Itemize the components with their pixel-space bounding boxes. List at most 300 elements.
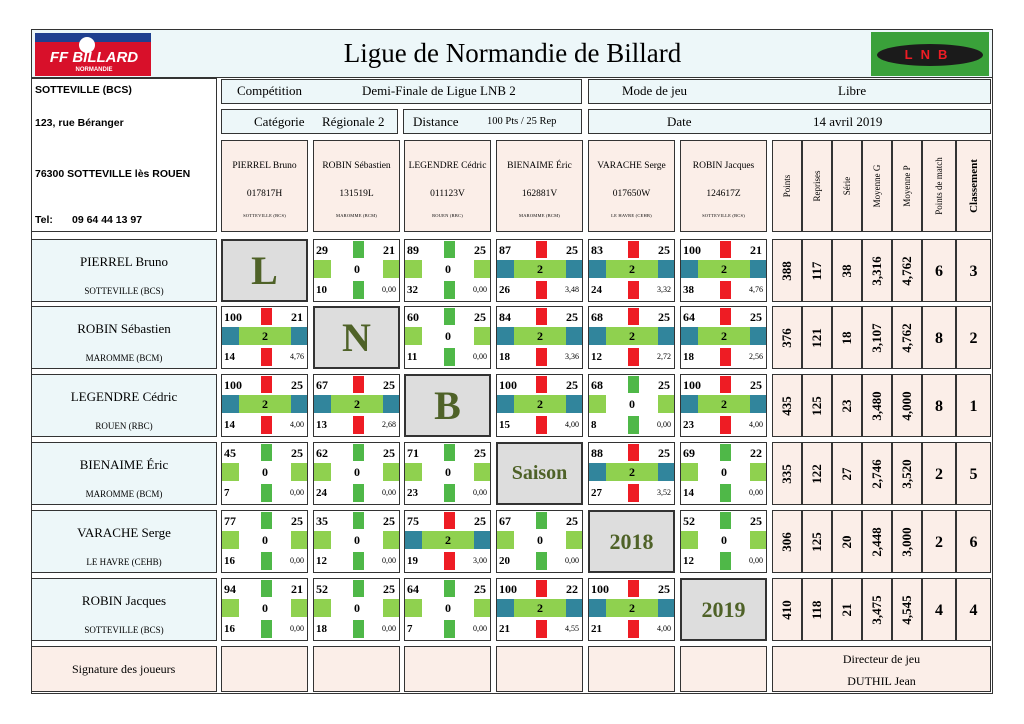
match-flag [444, 444, 455, 461]
match-moyenne: 0,00 [473, 624, 487, 633]
match-serie: 20 [499, 555, 510, 567]
match-reprises: 25 [658, 310, 670, 324]
col-header: ROBIN Sébastien 131519L MAROMME (BCM) [313, 140, 400, 232]
match-result: 2 [629, 601, 635, 615]
stat-value: 4,762 [899, 255, 914, 286]
match-result: 2 [262, 329, 268, 343]
player-cell [31, 239, 217, 302]
match-moyenne: 0,00 [749, 488, 763, 497]
stat-value: 3,107 [869, 322, 884, 353]
stat-value: 38 [839, 264, 854, 277]
match-flag [444, 484, 455, 502]
match-reprises: 25 [474, 310, 486, 324]
stat-value: 118 [809, 600, 824, 619]
stat-cell [892, 239, 922, 302]
match-reprises: 25 [291, 446, 303, 460]
directeur-name: DUTHIL Jean [847, 674, 916, 688]
player-name: PIERREL Bruno [80, 254, 168, 269]
match-reprises: 25 [566, 514, 578, 528]
stat-cell [802, 374, 832, 437]
match-flag [261, 552, 272, 570]
stat-header-classement: Classement [956, 140, 991, 232]
match-points: 100 [499, 582, 517, 596]
stat-cell [862, 306, 892, 369]
signature-box [313, 646, 400, 692]
match-moyenne: 2,72 [657, 352, 671, 361]
competition-label: Compétition [237, 83, 302, 98]
stat-value: 4,000 [899, 390, 914, 421]
match-flag [261, 308, 272, 325]
match-flag [353, 416, 364, 434]
club-city: 76300 SOTTEVILLE lès ROUEN [35, 168, 191, 180]
stat-cell [802, 442, 832, 505]
match-flag [444, 512, 455, 529]
stat-header-moyenne-p: Moyenne P [892, 140, 922, 232]
match-serie: 38 [683, 284, 694, 296]
stat-value: 20 [839, 535, 854, 548]
match-flag [261, 444, 272, 461]
player-cell [31, 442, 217, 505]
match-serie: 14 [683, 487, 694, 499]
player-cell [31, 374, 217, 437]
player-name: ROBIN Jacques [81, 593, 167, 608]
stat-value: 410 [779, 599, 794, 620]
match-serie: 18 [316, 623, 327, 635]
logo-subtext: NORMANDIE [75, 67, 113, 73]
match-moyenne: 0,00 [290, 488, 304, 497]
match-flag [353, 444, 364, 461]
match-moyenne: 4,00 [565, 420, 579, 429]
diagonal-cell: 2018 [588, 510, 675, 573]
match-serie: 18 [683, 351, 694, 363]
player-club: MAROMME (BCM) [85, 489, 163, 499]
player-cell [31, 578, 217, 641]
match-serie: 7 [224, 487, 230, 499]
stat-value: 121 [809, 327, 824, 348]
points-match: 8 [922, 374, 956, 437]
stat-cell [892, 374, 922, 437]
match-serie: 15 [499, 419, 510, 431]
signature-box [221, 646, 308, 692]
match-serie: 32 [407, 284, 418, 296]
match-flag [353, 281, 364, 299]
signature-box [680, 646, 767, 692]
match-result: 2 [537, 601, 543, 615]
stat-cell [862, 510, 892, 573]
signature-box [496, 646, 583, 692]
match-flag [353, 241, 364, 258]
match-reprises: 25 [750, 378, 762, 392]
match-flag [536, 512, 547, 529]
match-result: 2 [354, 397, 360, 411]
match-flag [353, 484, 364, 502]
match-flag [628, 281, 639, 299]
stat-value: 4,762 [899, 322, 914, 353]
stat-cell [772, 442, 802, 505]
signature-box [588, 646, 675, 692]
player-club: SOTTEVILLE (BCS) [84, 286, 164, 296]
match-points: 45 [224, 446, 236, 460]
match-flag [444, 281, 455, 299]
match-serie: 16 [224, 623, 235, 635]
match-serie: 26 [499, 284, 510, 296]
match-moyenne: 4,00 [749, 420, 763, 429]
match-flag [444, 348, 455, 366]
match-result: 2 [629, 329, 635, 343]
match-reprises: 25 [291, 514, 303, 528]
match-flag [353, 620, 364, 638]
stat-header-moyenne-g: Moyenne G [862, 140, 892, 232]
player-club: LE HAVRE (CEHB) [86, 557, 162, 567]
club-tel-label: Tel: [35, 214, 53, 226]
match-flag [720, 281, 731, 299]
match-flag [536, 348, 547, 366]
stat-cell [862, 442, 892, 505]
stat-value: 3,316 [869, 255, 884, 286]
player-name: BIENAIME Éric [79, 457, 169, 472]
match-serie: 16 [224, 555, 235, 567]
match-moyenne: 0,00 [290, 556, 304, 565]
stat-cell [772, 374, 802, 437]
match-result: 2 [721, 262, 727, 276]
stat-cell [832, 239, 862, 302]
stat-cell [802, 239, 832, 302]
match-points: 35 [316, 514, 328, 528]
match-points: 29 [316, 243, 328, 257]
match-points: 89 [407, 243, 419, 257]
match-flag [261, 484, 272, 502]
club-info-box [31, 78, 217, 232]
match-flag [720, 484, 731, 502]
match-moyenne: 4,00 [290, 420, 304, 429]
signature-box [404, 646, 491, 692]
categorie-value: Régionale 2 [322, 114, 385, 129]
match-moyenne: 0,00 [382, 488, 396, 497]
stat-value: 306 [779, 531, 794, 552]
stat-value: 4,545 [899, 594, 914, 625]
match-result: 0 [445, 329, 451, 343]
match-reprises: 25 [566, 243, 578, 257]
stat-header-points: Points [772, 140, 802, 232]
stat-cell [862, 578, 892, 641]
classement: 3 [956, 239, 991, 302]
stat-cell [892, 442, 922, 505]
match-moyenne: 0,00 [657, 420, 671, 429]
match-flag [720, 241, 731, 258]
stat-value: 3,000 [899, 526, 914, 557]
match-points: 87 [499, 243, 511, 257]
stat-cell [892, 510, 922, 573]
match-reprises: 25 [658, 446, 670, 460]
stat-value: 388 [779, 260, 794, 281]
match-result: 0 [721, 465, 727, 479]
match-reprises: 25 [474, 243, 486, 257]
stat-cell [802, 510, 832, 573]
stat-value: 376 [779, 327, 794, 348]
match-reprises: 25 [750, 514, 762, 528]
match-points: 64 [683, 310, 695, 324]
match-flag [720, 416, 731, 434]
match-flag [536, 308, 547, 325]
diagonal-cell: B [404, 374, 491, 437]
match-flag [720, 552, 731, 570]
match-reprises: 25 [566, 310, 578, 324]
stat-cell [832, 578, 862, 641]
signature-label: Signature des joueurs [72, 662, 176, 676]
match-serie: 24 [316, 487, 327, 499]
player-name: LEGENDRE Cédric [70, 389, 178, 404]
match-flag [720, 512, 731, 529]
stat-header-serie: Série [832, 140, 862, 232]
match-points: 62 [316, 446, 328, 460]
match-result: 2 [629, 465, 635, 479]
match-points: 67 [499, 514, 511, 528]
match-serie: 12 [591, 351, 602, 363]
match-result: 0 [445, 465, 451, 479]
player-name: ROBIN Sébastien [77, 321, 171, 336]
match-moyenne: 3,52 [657, 488, 671, 497]
match-reprises: 21 [383, 243, 395, 257]
match-flag [261, 348, 272, 366]
stat-value: 125 [809, 531, 824, 552]
match-result: 0 [354, 533, 360, 547]
match-flag [261, 620, 272, 638]
match-serie: 21 [499, 623, 510, 635]
match-moyenne: 4,00 [657, 624, 671, 633]
match-flag [628, 444, 639, 461]
match-flag [261, 376, 272, 393]
diagonal-cell: Saison [496, 442, 583, 505]
match-flag [720, 376, 731, 393]
stat-value: 3,520 [899, 458, 914, 489]
stat-cell [772, 578, 802, 641]
match-moyenne: 0,00 [565, 556, 579, 565]
player-club: ROUEN (RBC) [95, 421, 153, 431]
match-points: 94 [224, 582, 236, 596]
match-result: 0 [629, 397, 635, 411]
match-flag [720, 348, 731, 366]
match-moyenne: 0,00 [290, 624, 304, 633]
stat-value: 122 [809, 463, 824, 484]
match-result: 2 [537, 329, 543, 343]
match-reprises: 25 [658, 378, 670, 392]
match-flag [628, 620, 639, 638]
points-match: 6 [922, 239, 956, 302]
match-reprises: 25 [383, 446, 395, 460]
distance-value: 100 Pts / 25 Rep [487, 116, 557, 127]
col-header: PIERREL Bruno 017817H SOTTEVILLE (BCS) [221, 140, 308, 232]
match-points: 88 [591, 446, 603, 460]
stat-cell [802, 306, 832, 369]
match-serie: 23 [683, 419, 694, 431]
stat-value: 435 [779, 395, 794, 416]
stat-value: 23 [839, 399, 854, 412]
match-result: 0 [445, 262, 451, 276]
match-flag [628, 348, 639, 366]
match-points: 71 [407, 446, 419, 460]
col-header: BIENAIME Éric 162881V MAROMME (BCM) [496, 140, 583, 232]
page-title: Ligue de Normandie de Billard [343, 38, 682, 68]
match-reprises: 25 [474, 514, 486, 528]
stat-value: 27 [839, 467, 854, 480]
diagonal-cell: N [313, 306, 400, 369]
match-result: 2 [262, 397, 268, 411]
match-reprises: 22 [750, 446, 762, 460]
match-moyenne: 0,00 [382, 285, 396, 294]
player-cell [31, 510, 217, 573]
match-points: 100 [499, 378, 517, 392]
ffb-logo [35, 33, 151, 76]
player-name: VARACHE Serge [77, 525, 171, 540]
match-flag [536, 580, 547, 597]
categorie-label: Catégorie [254, 114, 305, 129]
match-flag [444, 580, 455, 597]
match-serie: 18 [499, 351, 510, 363]
stat-cell [862, 239, 892, 302]
match-serie: 14 [224, 351, 235, 363]
match-moyenne: 3,48 [565, 285, 579, 294]
stat-value: 3,480 [869, 390, 884, 421]
match-result: 0 [262, 601, 268, 615]
match-points: 84 [499, 310, 511, 324]
match-reprises: 21 [291, 310, 303, 324]
match-flag [720, 444, 731, 461]
col-header: ROBIN Jacques 124617Z SOTTEVILLE (BCS) [680, 140, 767, 232]
match-serie: 11 [407, 351, 418, 363]
stat-header-reprises: Reprises [802, 140, 832, 232]
match-result: 2 [721, 329, 727, 343]
match-points: 77 [224, 514, 236, 528]
match-moyenne: 0,00 [382, 556, 396, 565]
match-points: 100 [591, 582, 609, 596]
stat-cell [892, 306, 922, 369]
match-points: 75 [407, 514, 419, 528]
match-reprises: 25 [566, 378, 578, 392]
stat-value: 2,448 [869, 526, 884, 557]
match-points: 100 [683, 243, 701, 257]
match-moyenne: 0,00 [473, 488, 487, 497]
player-club: SOTTEVILLE (BCS) [84, 625, 164, 635]
match-flag [536, 620, 547, 638]
match-flag [444, 308, 455, 325]
match-flag [536, 281, 547, 299]
match-serie: 12 [683, 555, 694, 567]
match-serie: 23 [407, 487, 418, 499]
match-serie: 12 [316, 555, 327, 567]
match-reprises: 25 [383, 514, 395, 528]
match-flag [353, 552, 364, 570]
match-flag [628, 376, 639, 393]
logo-text: FF BILLARD [49, 49, 139, 66]
points-match: 4 [922, 578, 956, 641]
match-result: 0 [354, 262, 360, 276]
match-flag [353, 580, 364, 597]
match-points: 68 [591, 378, 603, 392]
match-serie: 21 [591, 623, 602, 635]
match-reprises: 25 [750, 310, 762, 324]
match-reprises: 21 [291, 582, 303, 596]
match-points: 52 [683, 514, 695, 528]
diagonal-cell: L [221, 239, 308, 302]
points-match: 2 [922, 442, 956, 505]
match-flag [444, 620, 455, 638]
match-moyenne: 2,56 [749, 352, 763, 361]
distance-label: Distance [413, 114, 459, 129]
match-reprises: 21 [750, 243, 762, 257]
classement: 1 [956, 374, 991, 437]
match-reprises: 25 [383, 378, 395, 392]
match-result: 2 [445, 533, 451, 547]
match-reprises: 25 [658, 243, 670, 257]
match-result: 0 [445, 601, 451, 615]
match-flag [628, 580, 639, 597]
match-result: 2 [537, 262, 543, 276]
stat-cell [832, 374, 862, 437]
match-flag [536, 552, 547, 570]
match-serie: 7 [407, 623, 413, 635]
match-moyenne: 2,68 [382, 420, 396, 429]
match-serie: 19 [407, 555, 418, 567]
match-flag [628, 484, 639, 502]
match-flag [628, 308, 639, 325]
match-flag [536, 241, 547, 258]
match-points: 68 [591, 310, 603, 324]
match-points: 100 [224, 378, 242, 392]
match-flag [536, 376, 547, 393]
match-serie: 8 [591, 419, 597, 431]
stat-value: 18 [839, 331, 854, 344]
match-flag [261, 580, 272, 597]
match-flag [261, 512, 272, 529]
match-flag [444, 552, 455, 570]
stat-value: 2,746 [869, 458, 884, 489]
match-result: 0 [262, 465, 268, 479]
match-serie: 24 [591, 284, 602, 296]
match-result: 2 [629, 262, 635, 276]
stat-header-points-match: Points de match [922, 140, 956, 232]
match-points: 69 [683, 446, 695, 460]
match-result: 0 [354, 601, 360, 615]
stat-cell [772, 306, 802, 369]
match-moyenne: 3,32 [657, 285, 671, 294]
match-flag [353, 512, 364, 529]
match-flag [628, 416, 639, 434]
match-points: 64 [407, 582, 419, 596]
match-reprises: 25 [658, 582, 670, 596]
match-result: 2 [537, 397, 543, 411]
stat-cell [772, 239, 802, 302]
match-reprises: 25 [383, 582, 395, 596]
match-flag [444, 241, 455, 258]
match-moyenne: 4,55 [565, 624, 579, 633]
stat-cell [892, 578, 922, 641]
match-moyenne: 0,00 [382, 624, 396, 633]
match-moyenne: 0,00 [473, 285, 487, 294]
match-points: 83 [591, 243, 603, 257]
match-reprises: 25 [291, 378, 303, 392]
stat-cell [832, 442, 862, 505]
match-reprises: 22 [566, 582, 578, 596]
club-street: 123, rue Béranger [35, 117, 124, 129]
classement: 4 [956, 578, 991, 641]
classement: 5 [956, 442, 991, 505]
stat-cell [832, 306, 862, 369]
match-moyenne: 0,00 [473, 352, 487, 361]
stat-cell [832, 510, 862, 573]
col-header: VARACHE Serge 017650W LE HAVRE (CEHB) [588, 140, 675, 232]
stat-value: 21 [839, 603, 854, 616]
player-club: MAROMME (BCM) [85, 353, 163, 363]
